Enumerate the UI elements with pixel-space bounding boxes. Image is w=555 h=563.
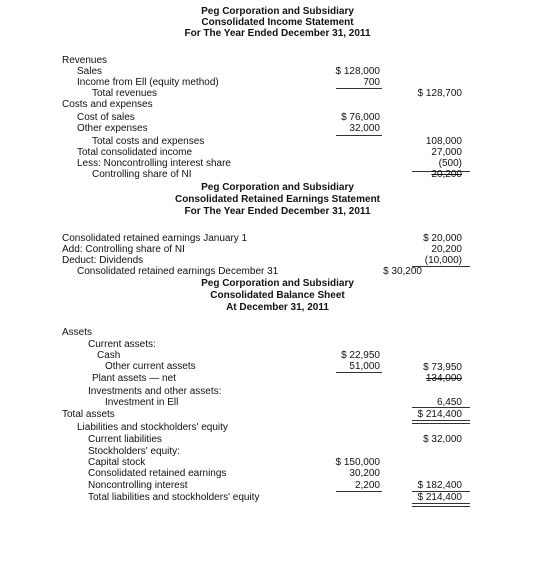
underline (336, 372, 382, 373)
cash-label: Cash (97, 350, 121, 361)
total-assets-amount: $ 214,400 (417, 409, 462, 420)
cost-of-sales-label: Cost of sales (77, 112, 135, 123)
revenues-label: Revenues (62, 55, 108, 66)
total-costs-amount: 108,000 (425, 136, 462, 147)
other-current-assets-amount: 51,000 (349, 361, 380, 372)
investment-ell-amount: 6,450 (436, 397, 462, 408)
double-underline (412, 503, 470, 507)
nci-label: Noncontrolling interest (88, 480, 188, 491)
investments-other-label: Investments and other assets: (88, 386, 222, 397)
consolidated-re-label: Consolidated retained earnings (88, 468, 227, 479)
underline (336, 491, 382, 492)
plant-assets-label: Plant assets — net (92, 373, 176, 384)
double-underline (412, 420, 470, 424)
deduct-dividends-label: Deduct: Dividends (62, 255, 144, 266)
total-liabilities-equity-label: Total liabilities and stockholders' equity (88, 492, 260, 503)
cost-of-sales-amount: $ 76,000 (341, 112, 380, 123)
retained-earnings-title: Peg Corporation and Subsidiary (201, 182, 354, 193)
balance-sheet-date: At December 31, 2011 (226, 302, 329, 313)
underline (336, 135, 382, 136)
less-nci-label: Less: Noncontrolling interest share (77, 158, 231, 169)
deduct-dividends-amount: (10,000) (424, 255, 462, 266)
re-dec31-label: Consolidated retained earnings December 31 (77, 266, 279, 277)
cash-amount: $ 22,950 (341, 350, 380, 361)
income-statement-title: Peg Corporation and Subsidiary (201, 6, 354, 17)
re-jan1-amount: $ 20,000 (423, 233, 462, 244)
underline (336, 88, 382, 89)
sales-label: Sales (77, 66, 103, 77)
controlling-ni-label: Controlling share of NI (92, 169, 192, 180)
total-consolidated-income-label: Total consolidated income (77, 147, 193, 158)
re-jan1-label: Consolidated retained earnings January 1 (62, 233, 248, 244)
balance-sheet-subtitle: Consolidated Balance Sheet (210, 290, 345, 301)
total-costs-label: Total costs and expenses (92, 136, 205, 147)
costs-expenses-label: Costs and expenses (62, 99, 153, 110)
sales-amount: $ 128,000 (335, 66, 380, 77)
current-assets-total: $ 73,950 (423, 362, 462, 373)
add-ni-label: Add: Controlling share of NI (62, 244, 185, 255)
other-expenses-label: Other expenses (77, 123, 148, 134)
total-revenues-amount: $ 128,700 (417, 88, 462, 99)
total-assets-label: Total assets (62, 409, 115, 420)
nci-amount: 2,200 (354, 480, 380, 491)
retained-earnings-period: For The Year Ended December 31, 2011 (184, 206, 371, 217)
underline (412, 407, 470, 408)
assets-label: Assets (62, 327, 93, 338)
other-expenses-amount: 32,000 (349, 123, 380, 134)
income-statement-subtitle: Consolidated Income Statement (201, 17, 354, 28)
current-assets-label: Current assets: (88, 339, 156, 350)
total-consolidated-income-amount: 27,000 (431, 147, 462, 158)
capital-stock-label: Capital stock (88, 457, 146, 468)
plant-assets-amount: 134,000 (425, 373, 462, 384)
income-ell-label: Income from Ell (equity method) (77, 77, 219, 88)
less-nci-amount: (500) (438, 158, 462, 169)
income-ell-amount: 700 (363, 77, 380, 88)
total-liabilities-equity-amount: $ 214,400 (417, 492, 462, 503)
balance-sheet-title: Peg Corporation and Subsidiary (201, 278, 354, 289)
consolidated-re-amount: 30,200 (349, 468, 380, 479)
other-current-assets-label: Other current assets (105, 361, 196, 372)
capital-stock-amount: $ 150,000 (335, 457, 380, 468)
stockholders-equity-label: Stockholders' equity: (88, 446, 180, 457)
liabilities-equity-label: Liabilities and stockholders' equity (77, 422, 228, 433)
current-liabilities-amount: $ 32,000 (423, 434, 462, 445)
re-dec31-amount: $ 30,200 (383, 266, 422, 277)
add-ni-amount: 20,200 (431, 244, 462, 255)
retained-earnings-subtitle: Consolidated Retained Earnings Statement (174, 194, 381, 205)
total-revenues-label: Total revenues (92, 88, 158, 99)
controlling-ni-amount: 20,200 (431, 169, 462, 180)
income-statement-period: For The Year Ended December 31, 2011 (184, 28, 371, 39)
investment-ell-label: Investment in Ell (105, 397, 179, 408)
current-liabilities-label: Current liabilities (88, 434, 162, 445)
stockholders-equity-total: $ 182,400 (417, 480, 462, 491)
